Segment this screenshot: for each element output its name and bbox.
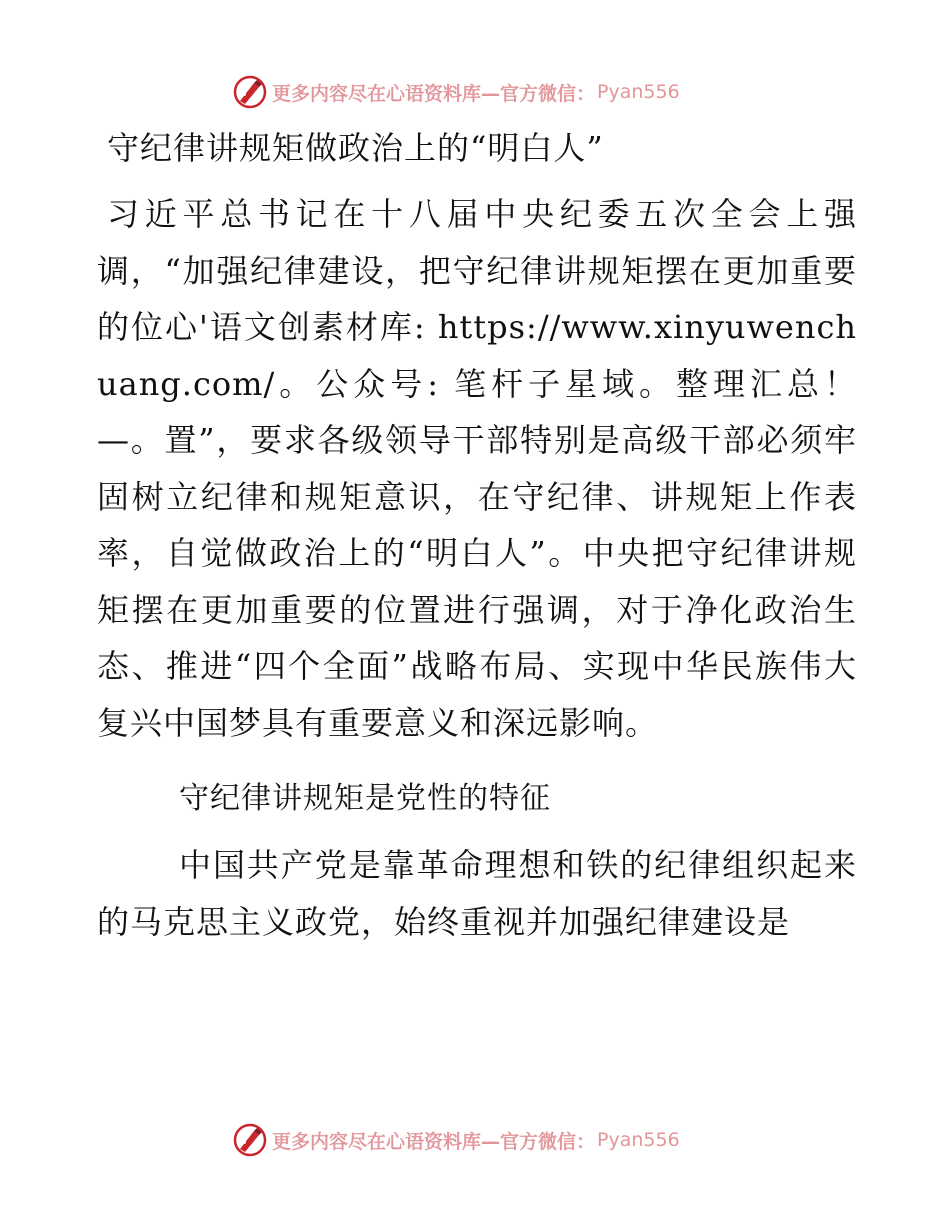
banner-text: 更多内容尽在心语资料库—官方微信： <box>272 82 596 105</box>
pen-logo-icon <box>232 74 268 110</box>
section-heading: 守纪律讲规矩是党性的特征 <box>179 781 551 816</box>
banner-wechat-id: Pyan556 <box>597 81 680 103</box>
banner-text: 更多内容尽在心语资料库—官方微信： <box>272 1130 596 1153</box>
paragraph: 中国共产党是靠革命理想和铁的纪律组织起来的马克思主义政党，始终重视并加强纪律建设是 <box>97 846 857 941</box>
pen-logo-icon <box>232 1122 268 1158</box>
banner-wechat-id: Pyan556 <box>597 1129 680 1151</box>
document-body <box>97 120 857 960</box>
document-title: 守纪律讲规矩做政治上的“明白人” <box>107 129 604 167</box>
paragraph: 习近平总书记在十八届中央纪委五次全会上强调，“加强纪律建设，把守纪律讲规矩摆在更加重要的位心'语文创素材库: https://www.xinyuwenchuang.com/。公众号: 笔杆子星域。整理汇总！—。置”，要求各级领导干部特别是高级干部必须牢固树立纪律和规矩意识，在守纪律、讲规矩上作表率，自觉做政治上的“明白人”。中央把守纪律讲规矩摆在更加重要的位置进行强调，对于净化政治生态、推进“四个全面”战略布局、实现中华民族伟大复兴中国梦具有重要意义和深远影响。 <box>97 195 857 742</box>
footer-banner <box>232 1120 680 1160</box>
header-banner <box>232 72 680 112</box>
